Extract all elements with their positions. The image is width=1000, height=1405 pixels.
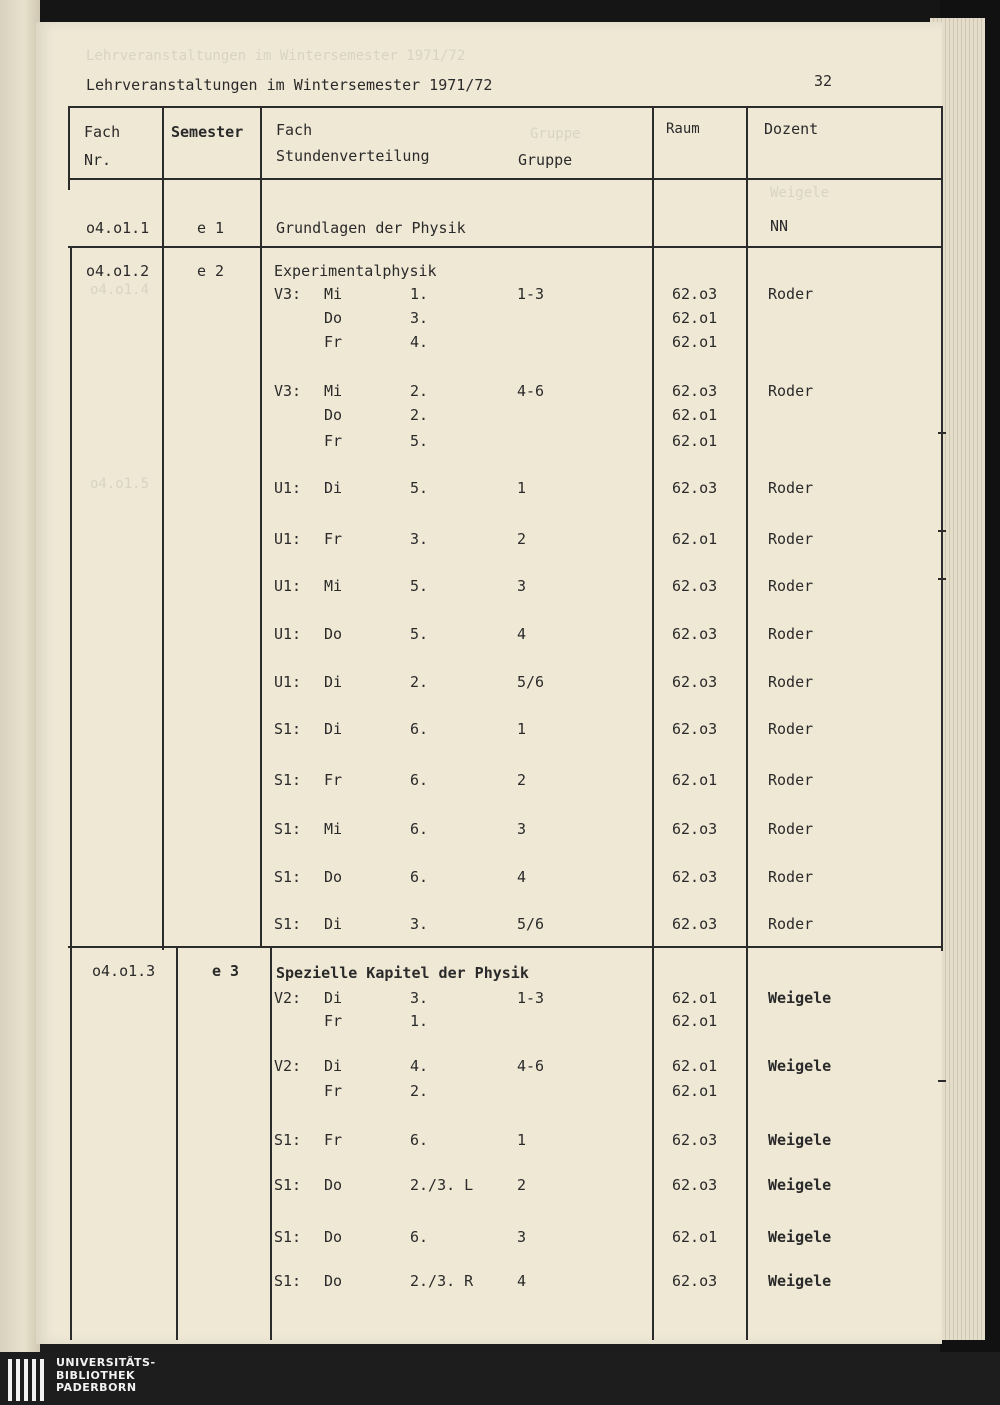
header-dozent: Dozent: [764, 120, 819, 138]
column-divider: [176, 946, 178, 1340]
table-rule-section: [68, 246, 943, 248]
row-dozent: Roder: [768, 577, 814, 595]
row-day: Fr: [324, 1082, 343, 1100]
row-room: 62.o3: [672, 479, 718, 497]
row-day: Do: [324, 1228, 343, 1246]
row-hour: 6.: [410, 720, 429, 738]
course-number: o4.o1.1: [86, 219, 150, 237]
row-type: U1:: [274, 479, 302, 497]
column-divider: [270, 946, 272, 1340]
course-title: Spezielle Kapitel der Physik: [276, 964, 529, 982]
row-hour: 3.: [410, 915, 429, 933]
row-hour: 6.: [410, 1131, 429, 1149]
row-type: V2:: [274, 989, 302, 1007]
row-hour: 4.: [410, 1057, 429, 1075]
row-group: 1-3: [517, 989, 545, 1007]
row-day: Di: [324, 479, 343, 497]
row-room: 62.o3: [672, 1131, 718, 1149]
row-dozent: Roder: [768, 820, 814, 838]
margin-tick: [938, 530, 946, 532]
row-type: S1:: [274, 1176, 302, 1194]
course-semester: e 1: [197, 219, 225, 237]
row-dozent: Roder: [768, 625, 814, 643]
row-type: U1:: [274, 673, 302, 691]
row-hour: 3.: [410, 989, 429, 1007]
row-room: 62.o3: [672, 285, 718, 303]
table-rule-section: [68, 946, 943, 948]
row-dozent: Roder: [768, 479, 814, 497]
row-hour: 2./3. L: [410, 1176, 474, 1194]
row-room: 62.o3: [672, 1272, 718, 1290]
row-dozent: Roder: [768, 868, 814, 886]
row-day: Di: [324, 915, 343, 933]
row-hour: 5.: [410, 577, 429, 595]
row-type: U1:: [274, 530, 302, 548]
row-dozent: Roder: [768, 673, 814, 691]
row-day: Fr: [324, 1131, 343, 1149]
course-title: Grundlagen der Physik: [276, 219, 466, 237]
row-day: Di: [324, 720, 343, 738]
row-room: 62.o1: [672, 1082, 718, 1100]
row-group: 4: [517, 1272, 527, 1290]
margin-tick: [938, 1080, 946, 1082]
row-hour: 2./3. R: [410, 1272, 474, 1290]
row-day: Mi: [324, 577, 343, 595]
row-day: Do: [324, 406, 343, 424]
row-room: 62.o3: [672, 868, 718, 886]
row-type: S1:: [274, 1131, 302, 1149]
row-day: Fr: [324, 432, 343, 450]
row-room: 62.o3: [672, 1176, 718, 1194]
row-room: 62.o1: [672, 406, 718, 424]
margin-tick: [938, 578, 946, 580]
row-hour: 5.: [410, 432, 429, 450]
row-dozent: Roder: [768, 285, 814, 303]
table-rule-top: [68, 106, 943, 108]
row-hour: 2.: [410, 406, 429, 424]
row-group: 2: [517, 771, 527, 789]
show-through-text: o4.o1.5: [90, 476, 150, 492]
row-group: 3: [517, 1228, 527, 1246]
row-type: V2:: [274, 1057, 302, 1075]
row-room: 62.o3: [672, 673, 718, 691]
row-type: S1:: [274, 1228, 302, 1246]
row-hour: 1.: [410, 285, 429, 303]
row-type: S1:: [274, 771, 302, 789]
course-number: o4.o1.3: [92, 962, 156, 980]
page-number: 32: [814, 72, 833, 90]
row-day: Mi: [324, 382, 343, 400]
row-type: U1:: [274, 577, 302, 595]
header-raum: Raum: [666, 121, 700, 137]
margin-tick: [938, 432, 946, 434]
row-group: 4: [517, 868, 527, 886]
page-title: Lehrveranstaltungen im Wintersemester 1971/72: [86, 76, 493, 94]
table-rule-header: [68, 178, 943, 180]
row-group: 5/6: [517, 673, 545, 691]
library-logo-icon: [7, 1357, 49, 1403]
row-group: 4: [517, 625, 527, 643]
row-hour: 2.: [410, 382, 429, 400]
row-room: 62.o3: [672, 720, 718, 738]
row-dozent: Weigele: [768, 1131, 832, 1149]
column-divider: [162, 106, 164, 950]
column-divider: [260, 106, 262, 946]
row-hour: 6.: [410, 771, 429, 789]
table-border-left: [68, 106, 70, 190]
row-day: Di: [324, 673, 343, 691]
row-type: S1:: [274, 1272, 302, 1290]
row-hour: 2.: [410, 673, 429, 691]
row-dozent: Roder: [768, 771, 814, 789]
header-gruppe: Gruppe: [518, 151, 573, 169]
row-dozent: Roder: [768, 915, 814, 933]
course-semester: e 2: [197, 262, 225, 280]
show-through-text: Gruppe: [530, 126, 581, 142]
row-dozent: Weigele: [768, 989, 832, 1007]
row-group: 5/6: [517, 915, 545, 933]
row-dozent: Roder: [768, 382, 814, 400]
table-border-left: [70, 246, 72, 1340]
course-semester: e 3: [212, 962, 240, 980]
row-room: 62.o3: [672, 820, 718, 838]
row-day: Do: [324, 1272, 343, 1290]
row-type: S1:: [274, 720, 302, 738]
course-number: o4.o1.2: [86, 262, 150, 280]
row-group: 4-6: [517, 382, 545, 400]
row-hour: 5.: [410, 625, 429, 643]
row-room: 62.o1: [672, 1057, 718, 1075]
row-day: Fr: [324, 333, 343, 351]
row-day: Do: [324, 1176, 343, 1194]
row-room: 62.o3: [672, 625, 718, 643]
show-through-text: Lehrveranstaltungen im Wintersemester 1971/72: [86, 48, 466, 64]
row-type: U1:: [274, 625, 302, 643]
row-hour: 6.: [410, 1228, 429, 1246]
row-room: 62.o1: [672, 333, 718, 351]
row-room: 62.o1: [672, 309, 718, 327]
header-stundenverteilung: Stundenverteilung: [276, 147, 430, 165]
column-divider: [652, 106, 654, 1340]
library-logo-line: BIBLIOTHEK: [56, 1368, 136, 1382]
row-hour: 4.: [410, 333, 429, 351]
show-through-text: o4.o1.4: [90, 282, 150, 298]
row-hour: 3.: [410, 309, 429, 327]
row-hour: 6.: [410, 820, 429, 838]
row-hour: 3.: [410, 530, 429, 548]
row-group: 1: [517, 1131, 527, 1149]
row-type: S1:: [274, 868, 302, 886]
row-room: 62.o1: [672, 771, 718, 789]
row-dozent: Weigele: [768, 1057, 832, 1075]
header-semester: Semester: [171, 123, 244, 141]
row-hour: 2.: [410, 1082, 429, 1100]
row-hour: 6.: [410, 868, 429, 886]
course-title: Experimentalphysik: [274, 262, 437, 280]
row-room: 62.o1: [672, 1228, 718, 1246]
row-day: Do: [324, 868, 343, 886]
show-through-text: Weigele: [770, 185, 830, 201]
row-group: 1: [517, 720, 527, 738]
row-day: Fr: [324, 530, 343, 548]
row-dozent: Weigele: [768, 1176, 832, 1194]
row-room: 62.o3: [672, 577, 718, 595]
row-hour: 5.: [410, 479, 429, 497]
row-room: 62.o1: [672, 989, 718, 1007]
row-room: 62.o3: [672, 915, 718, 933]
row-room: 62.o1: [672, 432, 718, 450]
row-day: Di: [324, 989, 343, 1007]
row-type: S1:: [274, 915, 302, 933]
row-group: 4-6: [517, 1057, 545, 1075]
row-day: Mi: [324, 285, 343, 303]
row-room: 62.o1: [672, 1012, 718, 1030]
table-border-right: [941, 106, 943, 951]
row-room: 62.o3: [672, 382, 718, 400]
library-logo-line: UNIVERSITÄTS-: [56, 1356, 156, 1369]
header-fach: Fach: [276, 121, 313, 139]
header-fach-nr-2: Nr.: [84, 151, 112, 169]
row-group: 2: [517, 530, 527, 548]
row-group: 3: [517, 820, 527, 838]
course-dozent: NN: [770, 217, 789, 235]
header-fach-nr: Fach: [84, 123, 121, 141]
row-group: 3: [517, 577, 527, 595]
row-day: Fr: [324, 771, 343, 789]
row-day: Do: [324, 309, 343, 327]
library-logo-line: PADERBORN: [56, 1381, 137, 1394]
row-type: S1:: [274, 820, 302, 838]
row-dozent: Weigele: [768, 1272, 832, 1290]
row-day: Di: [324, 1057, 343, 1075]
row-dozent: Roder: [768, 530, 814, 548]
column-divider: [746, 106, 748, 1340]
row-day: Fr: [324, 1012, 343, 1030]
row-type: V3:: [274, 382, 302, 400]
row-hour: 1.: [410, 1012, 429, 1030]
row-dozent: Roder: [768, 720, 814, 738]
row-group: 1: [517, 479, 527, 497]
row-day: Do: [324, 625, 343, 643]
row-dozent: Weigele: [768, 1228, 832, 1246]
row-group: 2: [517, 1176, 527, 1194]
row-group: 1-3: [517, 285, 545, 303]
row-day: Mi: [324, 820, 343, 838]
row-room: 62.o1: [672, 530, 718, 548]
library-logo-text: [56, 1357, 156, 1395]
row-type: V3:: [274, 285, 302, 303]
